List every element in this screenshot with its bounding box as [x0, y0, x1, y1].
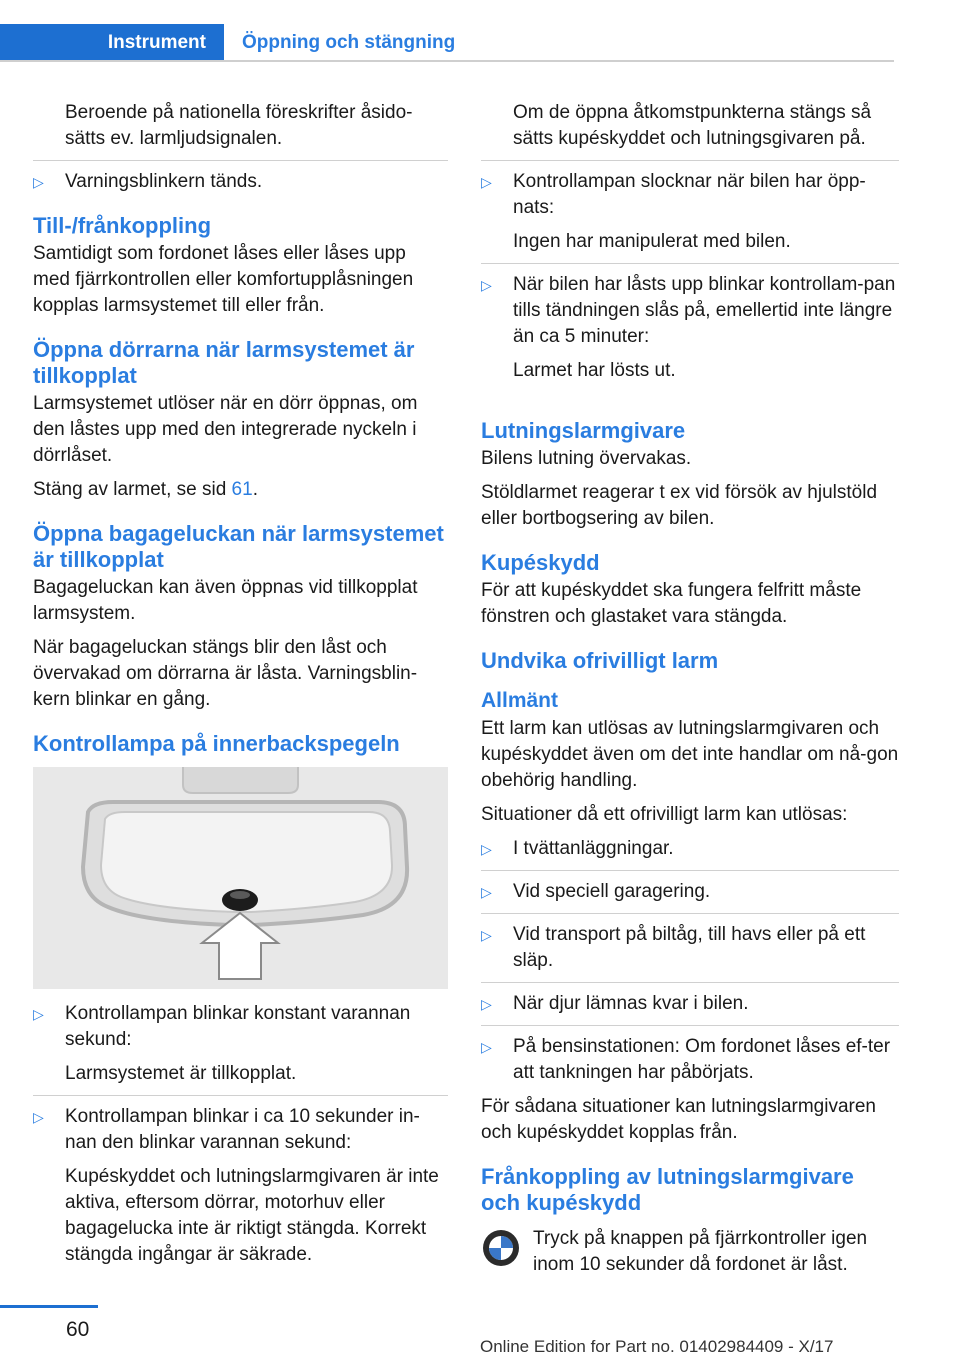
paragraph: Om de öppna åtkomstpunkterna stängs så sätts kupéskyddet och lutningsgivaren på. — [513, 102, 872, 149]
tab-oppning-label: Öppning och stängning — [242, 32, 456, 53]
paragraph: Larmet har lösts ut. — [513, 360, 676, 381]
divider — [33, 160, 448, 161]
list-item: ▷ Kontrollampan slocknar när bilen har öpp-nats: — [481, 169, 899, 221]
page-link[interactable]: 61 — [231, 479, 253, 500]
list-item: ▷ Kontrollampan blinkar i ca 10 sekunder in-nan den blinkar varannan sekund: — [33, 1104, 448, 1156]
divider — [481, 263, 899, 264]
paragraph: När bagageluckan stängs blir den låst och övervakad om dörrarna är låsta. Varningsblin-kern blinkar en gång. — [33, 637, 418, 710]
heading-off: Frånkoppling av lutningslarmgivare och kupéskydd — [481, 1164, 854, 1215]
divider — [481, 160, 899, 161]
paragraph: Situationer då ett ofrivilligt larm kan utlösas: — [481, 804, 848, 825]
tab-instrument-label: Instrument — [107, 32, 206, 53]
text: . — [252, 479, 258, 500]
right-column — [481, 100, 899, 1278]
page-number: 60 — [66, 1318, 90, 1341]
paragraph: Beroende på nationella föreskrifter åsido-sätts ev. larmljudsignalen. — [65, 102, 413, 149]
remote-note — [481, 1226, 899, 1278]
paragraph-stop-alarm — [33, 477, 448, 503]
paragraph: Bilens lutning övervakas. — [481, 448, 692, 469]
edition-text: Online Edition for Part no. 01402984409 - X/17 — [480, 1337, 834, 1356]
paragraph: Ingen har manipulerat med bilen. — [513, 231, 791, 252]
mirror-illustration — [33, 767, 448, 989]
paragraph: Kupéskyddet och lutningslarmgivaren är inte aktiva, eftersom dörrar, motorhuv eller bagagelucka inte är riktigt stängda. Korrekt stängda ingångar är säkrade. — [65, 1166, 439, 1265]
paragraph: Larmsystemet utlöser när en dörr öppnas, om den låstes upp med den integrerade nyckeln i dörrlåset. — [33, 393, 418, 466]
list-item: ▷ När djur lämnas kvar i bilen. — [481, 991, 899, 1017]
remote-key-icon — [481, 1228, 521, 1276]
paragraph: För sådana situationer kan lutningslarmgivaren och kupéskyddet kopplas från. — [481, 1096, 876, 1143]
divider — [481, 870, 899, 871]
heading-tilt: Lutningslarmgivare — [481, 418, 686, 443]
mirror-image — [33, 767, 448, 989]
paragraph: Stöldlarmet reagerar t ex vid försök av hjulstöld eller bortbogsering av bilen. — [481, 482, 878, 529]
divider — [481, 982, 899, 983]
list-item: ▷ På bensinstationen: Om fordonet låses ef-ter att tankningen har påbörjats. — [481, 1034, 899, 1086]
header-divider — [0, 60, 894, 62]
heading-trunk: Öppna bagageluckan när larmsystemet är tillkopplat — [33, 521, 444, 572]
left-column — [33, 100, 448, 1276]
list-item: ▷ Varningsblinkern tänds. — [33, 169, 448, 195]
paragraph: Larmsystemet är tillkopplat. — [65, 1063, 297, 1084]
heading-general: Allmänt — [481, 689, 559, 712]
heading-cabin: Kupéskydd — [481, 550, 600, 575]
divider — [481, 913, 899, 914]
note-text: Tryck på knappen på fjärrkontroller igen inom 10 sekunder då fordonet är låst. — [533, 1228, 868, 1275]
tab-instrument[interactable] — [0, 24, 224, 62]
list-item: ▷ Kontrollampan blinkar konstant varannan sekund: — [33, 1001, 448, 1053]
heading-doors: Öppna dörrarna när larmsystemet är tillkopplat — [33, 337, 415, 388]
paragraph: Bagageluckan kan även öppnas vid tillkopplat larmsystem. — [33, 577, 418, 624]
heading-avoid: Undvika ofrivilligt larm — [481, 648, 719, 673]
divider — [481, 1025, 899, 1026]
list-item: ▷ Vid transport på biltåg, till havs eller på ett släp. — [481, 922, 899, 974]
divider — [33, 1095, 448, 1096]
paragraph: Ett larm kan utlösas av lutningslarmgivaren och kupéskyddet även om det inte handlar om nå-gon obehörig handling. — [481, 718, 899, 791]
text: Stäng av larmet, se sid — [33, 479, 232, 500]
paragraph: Samtidigt som fordonet låses eller låses upp med fjärrkontrollen eller komfortupplåsningen kopplas larmsystemet till eller från. — [33, 243, 414, 316]
heading-till: Till-/frånkoppling — [33, 213, 212, 238]
list-item: ▷ I tvättanläggningar. — [481, 836, 899, 862]
heading-lamp: Kontrollampa på innerbackspegeln — [33, 731, 400, 756]
footer-rule — [0, 1305, 98, 1308]
list-item: ▷ När bilen har låsts upp blinkar kontrollam-pan tills tändningen slås på, emellertid inte längre än ca 5 minuter: — [481, 272, 899, 350]
paragraph: För att kupéskyddet ska fungera felfritt måste fönstren och glastaket vara stängda. — [481, 580, 862, 627]
top-header — [0, 0, 960, 62]
tab-oppning[interactable] — [224, 24, 894, 62]
list-item: ▷ Vid speciell garagering. — [481, 879, 899, 905]
